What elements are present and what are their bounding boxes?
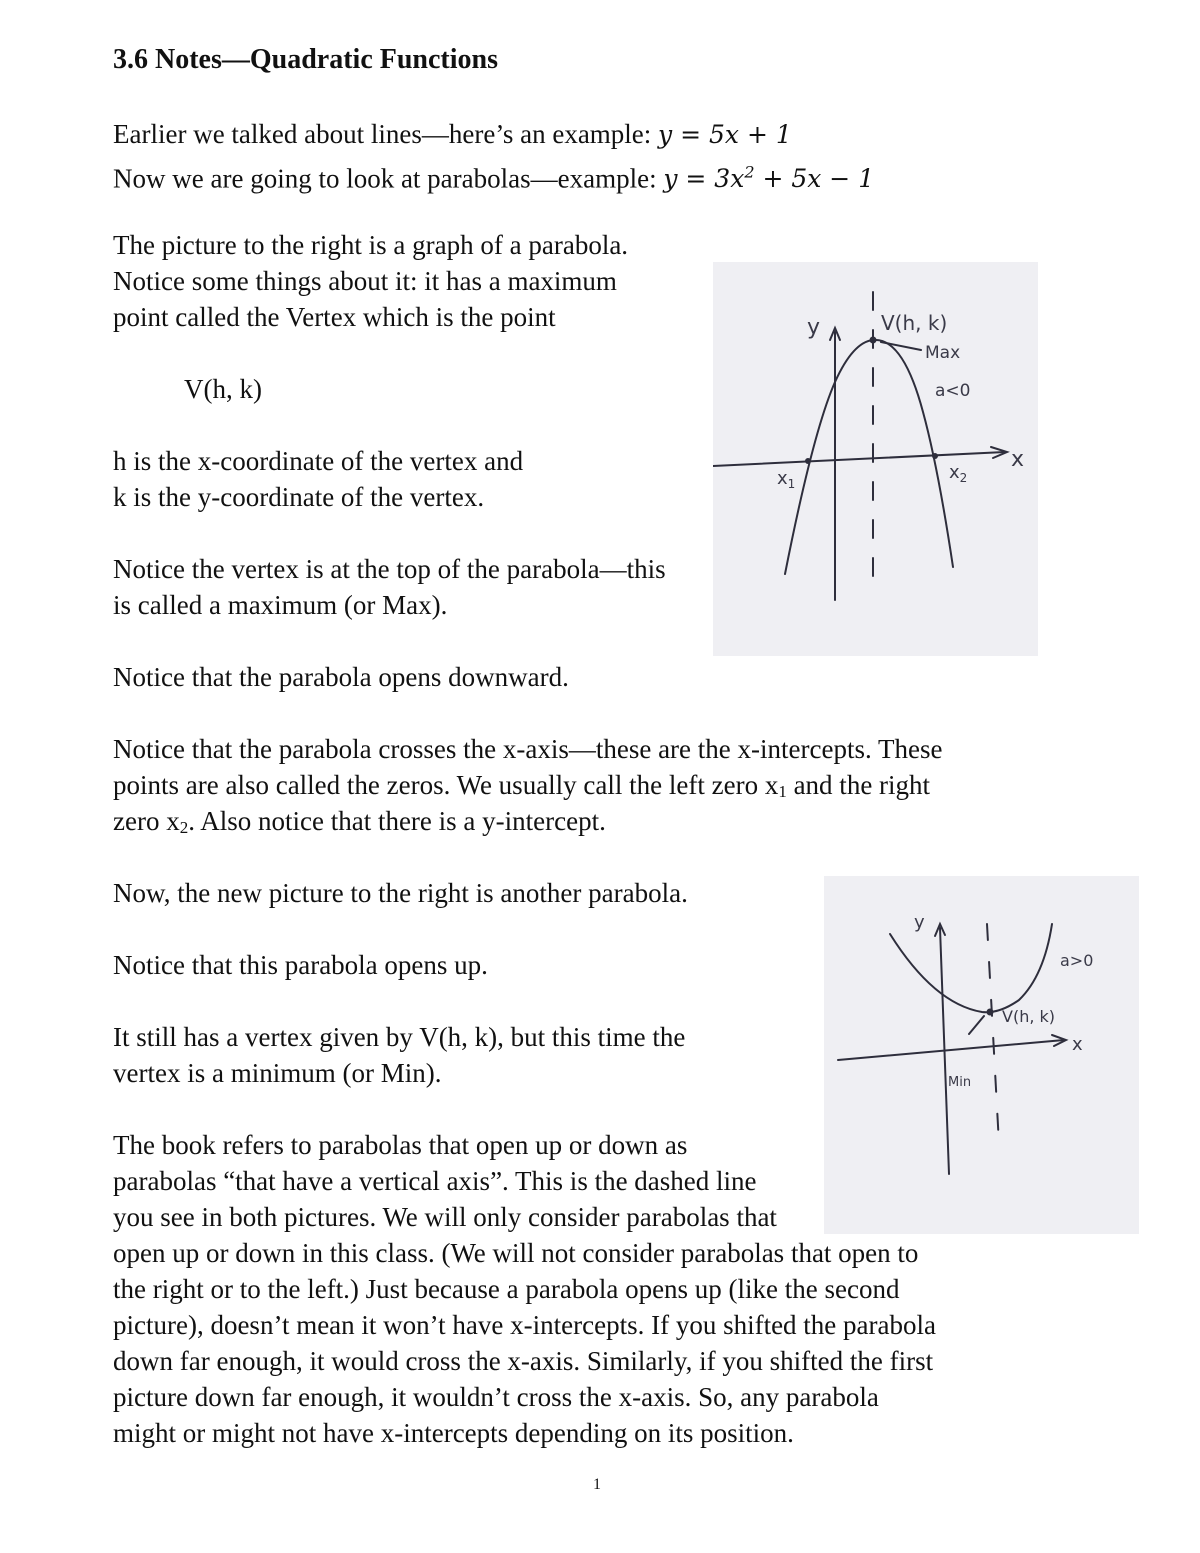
graph2-min-label: Min: [948, 1075, 972, 1090]
para1-line2: Notice some things about it: it has a maximum: [113, 266, 617, 296]
graph1-x2-label: $x_2$: [949, 462, 968, 485]
parabola-equation: $y = 3x^2 + 5x - 1$: [663, 163, 875, 194]
graph2-x-label: x: [1072, 1034, 1083, 1055]
para9-line4: open up or down in this class. (We will not consider parabolas that open to: [113, 1238, 919, 1268]
graph2-y-label: y: [914, 912, 925, 933]
graph2-vertex-label: V(h, k): [1002, 1007, 1056, 1026]
intro-lines-line: [113, 116, 792, 153]
para9-line3: you see in both pictures. We will only consider parabolas that: [113, 1202, 777, 1232]
graph1-y-label: y: [807, 315, 821, 340]
graph-downward-parabola: [713, 262, 1038, 656]
graph1-parabola: [785, 340, 953, 574]
intro-parabola-text: Now we are going to look at parabolas—example:: [113, 163, 657, 194]
graph2-x-axis: [838, 1040, 1064, 1060]
para7: Notice that this parabola opens up.: [113, 950, 488, 980]
para6: Now, the new picture to the right is another parabola.: [113, 878, 688, 908]
graph1-x1-dot: [805, 458, 811, 464]
graph2-drawing: [824, 876, 1139, 1234]
para9-line8: picture down far enough, it wouldn’t cross the x-axis. So, any parabola: [113, 1382, 879, 1412]
graph1-max-label: Max: [925, 343, 961, 363]
graph2-a-condition: a>0: [1060, 951, 1094, 970]
intro-parabola-line: [113, 155, 874, 197]
page-number: 1: [593, 1476, 601, 1493]
para3-line2: is called a maximum (or Max).: [113, 590, 448, 620]
para1-line3: point called the Vertex which is the point: [113, 302, 556, 332]
graph1-x-axis: [713, 452, 1005, 466]
intro-lines-text: Earlier we talked about lines—here’s an example:: [113, 119, 652, 149]
graph2-min-arrow: [969, 1016, 984, 1034]
para9-line7: down far enough, it would cross the x-axis. Similarly, if you shifted the first: [113, 1346, 934, 1376]
para5-line1: Notice that the parabola crosses the x-axis—these are the x-intercepts. These: [113, 734, 943, 764]
para2-line1: h is the x-coordinate of the vertex and: [113, 446, 524, 476]
graph1-x1-label: $x_1$: [777, 468, 796, 491]
para9-line9: might or might not have x-intercepts depending on its position.: [113, 1418, 794, 1448]
para8-line1: It still has a vertex given by V(h, k), but this time the: [113, 1022, 686, 1052]
graph1-vertex-label: V(h, k): [881, 311, 948, 335]
graph1-vertex-dot: [870, 337, 877, 344]
vertex-label: V(h, k): [184, 374, 262, 404]
graph1-a-condition: a<0: [935, 381, 971, 401]
graph1-x2-dot: [932, 453, 938, 459]
line-equation: y = 5x + 1: [658, 120, 792, 149]
graph2-axis-of-symmetry: [987, 924, 999, 1144]
para9-line6: picture), doesn’t mean it won’t have x-intercepts. If you shifted the parabola: [113, 1310, 936, 1340]
para5-line3: zero $x_2$. Also notice that there is a y-intercept.: [113, 806, 606, 837]
para8-line2: vertex is a minimum (or Min).: [113, 1058, 442, 1088]
graph1-drawing: [713, 262, 1038, 656]
graph1-x-label: x: [1011, 447, 1025, 472]
para3-line1: Notice the vertex is at the top of the parabola—this: [113, 554, 666, 584]
graph1-max-arrow: [881, 342, 921, 350]
para1-line1: The picture to the right is a graph of a parabola.: [113, 230, 629, 260]
para9-line2: parabolas “that have a vertical axis”. This is the dashed line: [113, 1166, 757, 1196]
para9-line5: the right or to the left.) Just because a parabola opens up (like the second: [113, 1274, 900, 1304]
graph-upward-parabola: [824, 876, 1139, 1234]
para9-line1: The book refers to parabolas that open up or down as: [113, 1130, 688, 1160]
graph2-vertex-dot: [987, 1009, 994, 1016]
page-title: 3.6 Notes—Quadratic Functions: [113, 44, 498, 75]
para2-line2: k is the y-coordinate of the vertex.: [113, 482, 485, 512]
graph2-parabola: [890, 924, 1052, 1012]
para4: Notice that the parabola opens downward.: [113, 662, 569, 692]
para5-line2: points are also called the zeros. We usually call the left zero $x_1$ and the right: [113, 770, 931, 801]
